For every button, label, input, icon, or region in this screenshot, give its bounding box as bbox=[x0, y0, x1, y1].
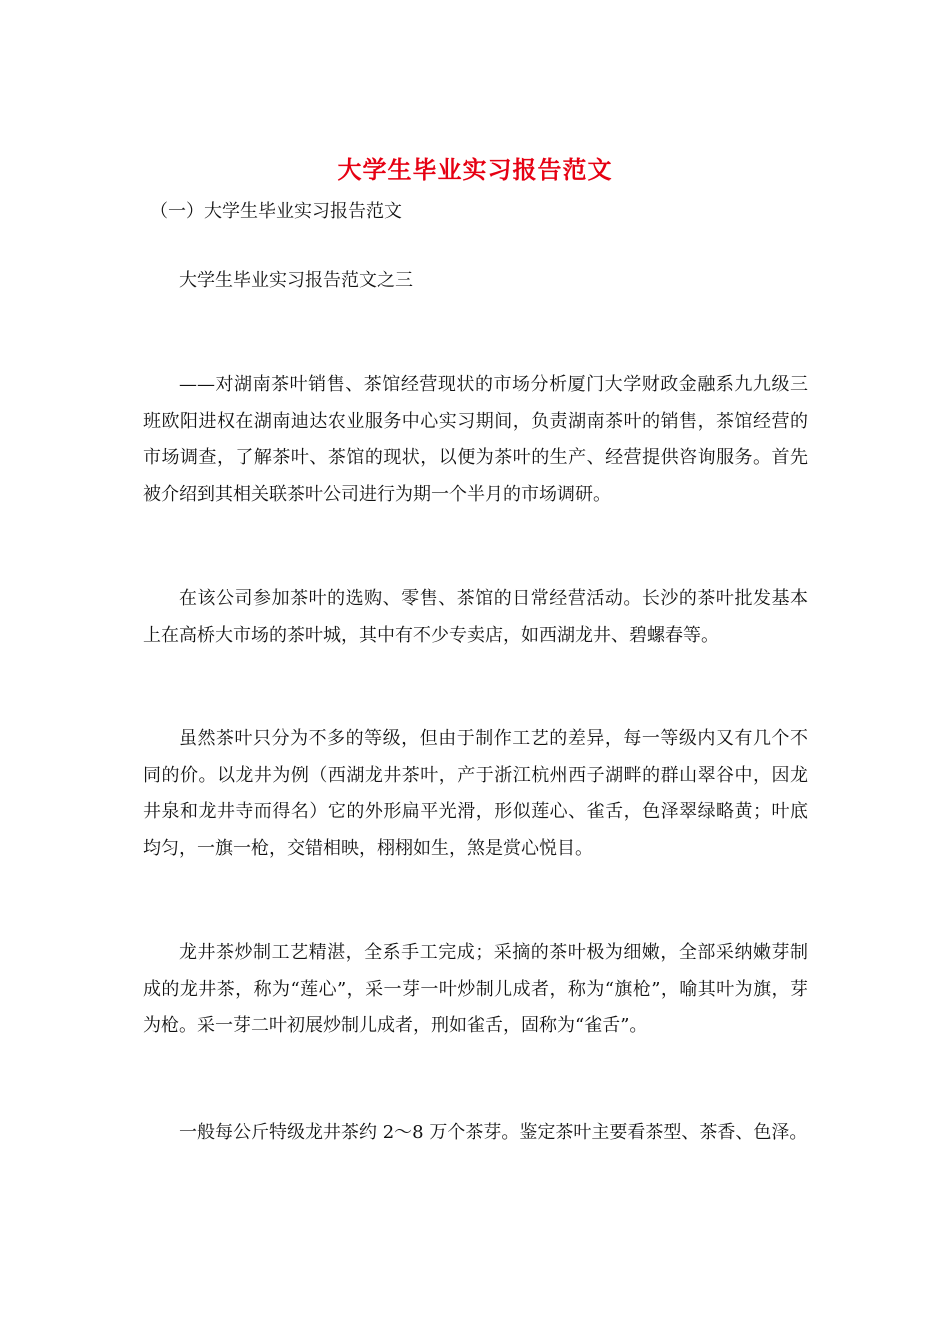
paragraph: 龙井茶炒制工艺精湛，全系手工完成；采摘的茶叶极为细嫩，全部采纳嫩芽制成的龙井茶，称为“莲心”，采一芽一叶炒制儿成者，称为“旗枪”，喻其叶为旗，芽为枪。采一芽二叶初展炒制儿成者，刑如雀舌，固称为“雀舌”。 bbox=[143, 942, 808, 1036]
document-title: 大学生毕业实习报告范文 bbox=[337, 156, 613, 184]
paragraph: 虽然茶叶只分为不多的等级，但由于制作工艺的差异，每一等级内又有几个不同的价。以龙井为例（西湖龙井茶叶，产于浙江杭州西子湖畔的群山翠谷中，因龙井泉和龙井寺而得名）它的外形扁平光滑，形似莲心、雀舌，色泽翠绿略黄；叶底均匀，一旗一枪，交错相映，栩栩如生，煞是赏心悦目。 bbox=[143, 728, 808, 859]
paragraph: 在该公司参加茶叶的选购、零售、茶馆的日常经营活动。长沙的茶叶批发基本上在高桥大市场的茶叶城，其中有不少专卖店，如西湖龙井、碧螺春等。 bbox=[143, 588, 808, 646]
section-heading: （一）大学生毕业实习报告范文 bbox=[150, 201, 402, 222]
paragraph: 一般每公斤特级龙井茶约 2～8 万个茶芽。鉴定茶叶主要看茶型、茶香、色泽。 bbox=[179, 1122, 808, 1143]
paragraph: ——对湖南茶叶销售、茶馆经营现状的市场分析厦门大学财政金融系九九级三班欧阳进权在湖南迪达农业服务中心实习期间，负责湖南茶叶的销售，茶馆经营的市场调查，了解茶叶、茶馆的现状，以便为茶叶的生产、经营提供咨询服务。首先被介绍到其相关联茶叶公司进行为期一个半月的市场调研。 bbox=[143, 374, 808, 505]
paragraph: 大学生毕业实习报告范文之三 bbox=[179, 270, 413, 291]
